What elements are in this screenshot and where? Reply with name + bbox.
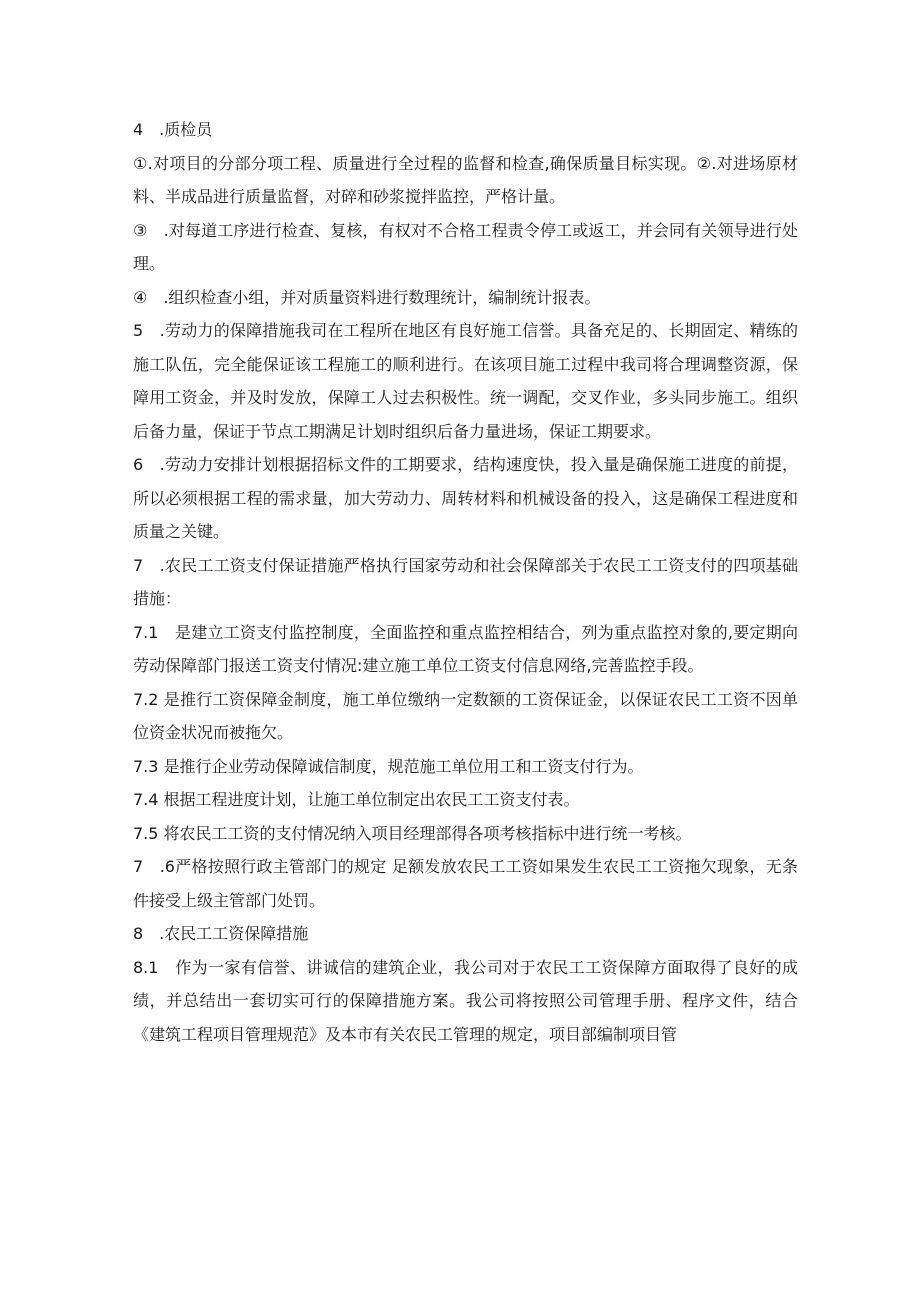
paragraph-7-1: 7.1 是建立工资支付监控制度，全面监控和重点监控相结合，列为重点监控对象的,要定期向劳动保障部门报送工资支付情况:建立施工单位工资支付信息网络,完善监控手段。 bbox=[133, 622, 798, 675]
document-body bbox=[133, 113, 798, 1051]
paragraph-7-4: 7.4 根据工程进度计划，让施工单位制定出农民工工资支付表。 bbox=[133, 790, 580, 809]
paragraph-8-1: 8.1 作为一家有信誉、讲诚信的建筑企业，我公司对于农民工工资保障方面取得了良好的成绩，并总结出一套切实可行的保障措施方案。我公司将按照公司管理手册、程序文件，结合《建筑工程项目管理规范》及本市有关农民工管理的规定，项目部编制项目管 bbox=[133, 957, 798, 1044]
paragraph-process-inspection: ③ .对每道工序进行检查、复核，有权对不合格工程责令停工或返工，并会同有关领导进行处理。 bbox=[133, 220, 798, 273]
paragraph-quality-supervision: ①.对项目的分部分项工程、质量进行全过程的监督和检查,确保质量目标实现。②.对进场原材料、半成品进行质量监督，对碎和砂浆搅拌监控，严格计量。 bbox=[133, 153, 798, 206]
paragraph-5-labor-guarantee: 5 .劳动力的保障措施我司在工程所在地区有良好施工信誉。具备充足的、长期固定、精练的施工队伍，完全能保证该工程施工的顺利进行。在该项目施工过程中我司将合理调整资源，保障用工资金，并及时发放，保障工人过去积极性。统一调配，交叉作业，多头同步施工。组织后备力量，保证于节点工期满足计划时组织后备力量进场，保证工期要求。 bbox=[133, 321, 798, 441]
paragraph-6-labor-plan: 6 .劳动力安排计划根据招标文件的工期要求，结构速度快，投入量是确保施工进度的前提，所以必须根据工程的需求量，加大劳动力、周转材料和机械设备的投入，这是确保工程进度和质量之关键。 bbox=[133, 455, 798, 541]
paragraph-7-3: 7.3 是推行企业劳动保障诚信制度，规范施工单位用工和工资支付行为。 bbox=[133, 756, 644, 776]
paragraph-inspection-team: ④ .组织检查小组，并对质量资料进行数理统计，编制统计报表。 bbox=[133, 287, 601, 307]
paragraph-8-wage-guarantee-heading: 8 .农民工工资保障措施 bbox=[133, 924, 309, 943]
paragraph-7-5: 7.5 将农民工工资的支付情况纳入项目经理部得各项考核指标中进行统一考核。 bbox=[133, 823, 692, 843]
paragraph-7-2: 7.2 是推行工资保障金制度，施工单位缴纳一定数额的工资保证金，以保证农民工工资不因单位资金状况而被拖欠。 bbox=[133, 689, 798, 742]
paragraph-7-wage-payment-measures: 7 .农民工工资支付保证措施严格执行国家劳动和社会保障部关于农民工工资支付的四项基础措施： bbox=[133, 555, 798, 608]
paragraph-7-6: 7 .6严格按照行政主管部门的规定 足额发放农民工工资如果发生农民工工资拖欠现象，无条件接受上级主管部门处罚。 bbox=[133, 857, 798, 910]
paragraph-4-quality-inspector-heading: 4 .质检员 bbox=[133, 120, 213, 139]
